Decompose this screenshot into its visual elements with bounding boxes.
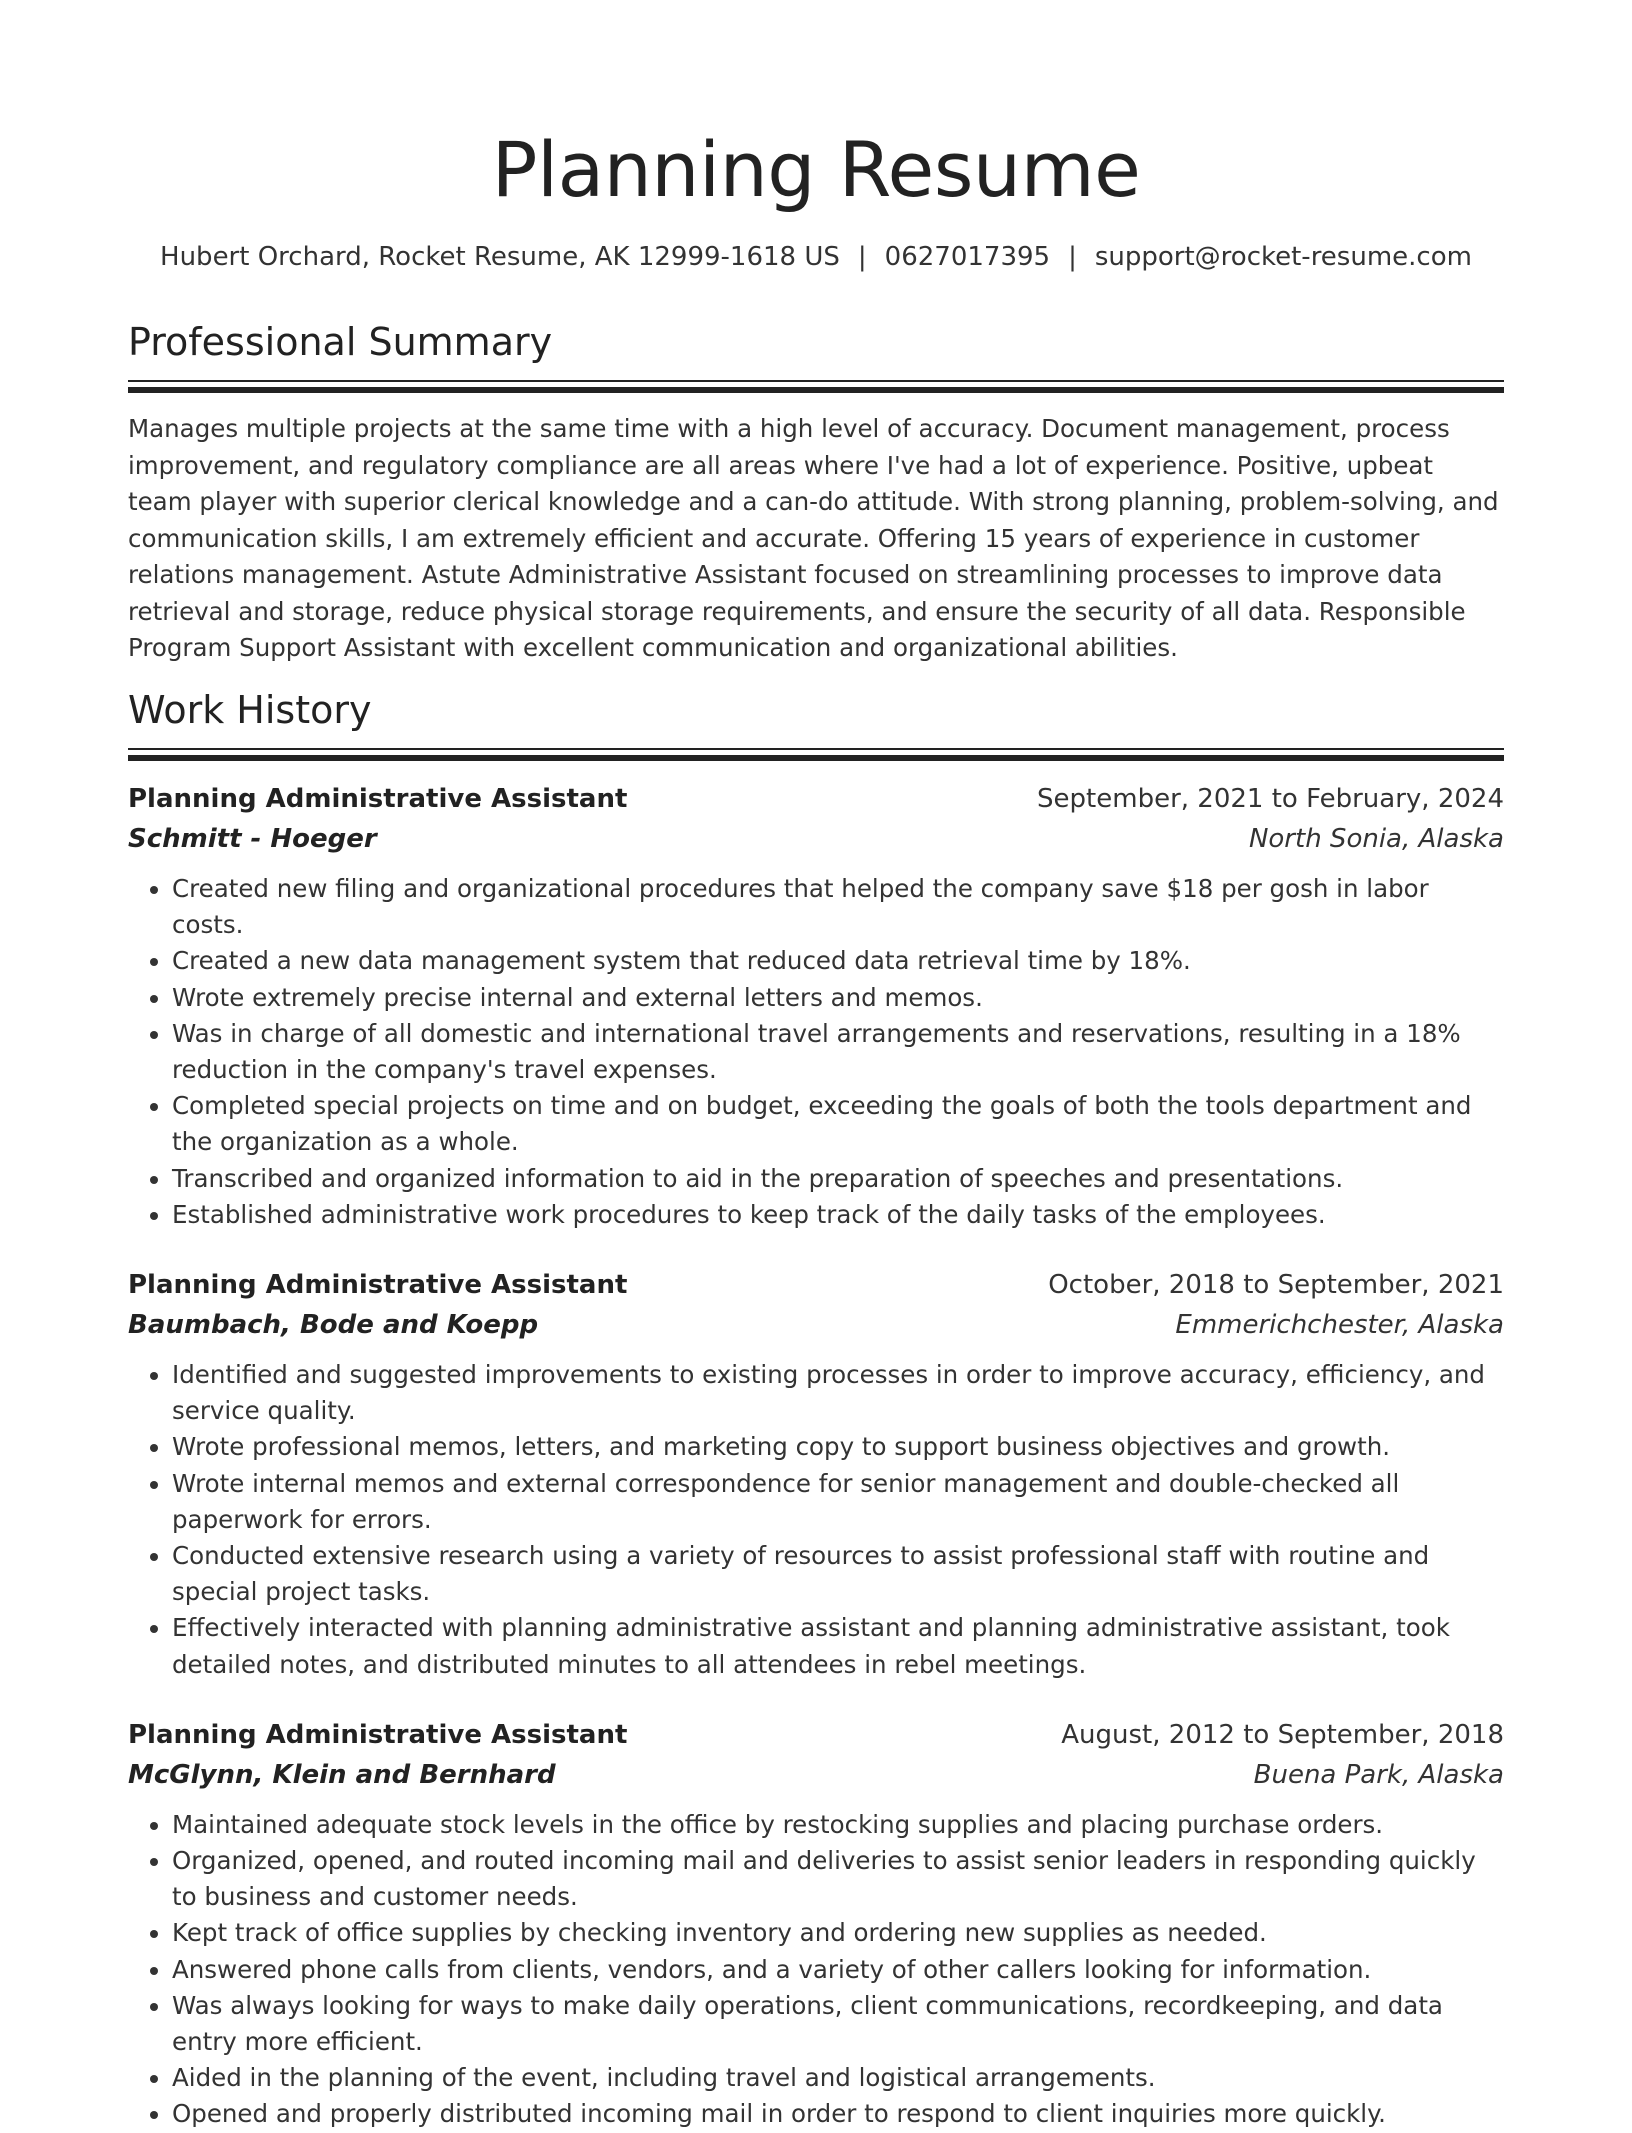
summary-section [128, 318, 1504, 667]
list-item: • Organized, opened, and routed incoming mail and deliveries to assist senior leaders in responding quickly to business and customer needs. [172, 1843, 1504, 1915]
job-entry [128, 1265, 1504, 1683]
contact-separator: | [857, 242, 867, 272]
list-item: • Completed special projects on time and on budget, exceeding the goals of both the tools department and the organization as a whole. [172, 1088, 1504, 1160]
list-item: • Created new filing and organizational procedures that helped the company save $18 per gosh in labor costs. [172, 871, 1504, 943]
job-location: North Sonia, Alaska [1248, 824, 1504, 854]
list-item: • Wrote extremely precise internal and external letters and memos. [172, 980, 1504, 1016]
job-dates: October, 2018 to September, 2021 [1048, 1270, 1504, 1301]
job-title: Planning Administrative Assistant [128, 784, 628, 814]
list-item: • Maintained adequate stock levels in the office by restocking supplies and placing purchase orders. [172, 1807, 1504, 1843]
job-company: Schmitt - Hoeger [128, 824, 377, 854]
work-heading: Work History [128, 688, 372, 732]
list-item: • Effectively interacted with planning administrative assistant and planning administrative assistant, took detailed notes, and distributed minutes to all attendees in rebel meetings. [172, 1610, 1504, 1682]
job-title: Planning Administrative Assistant [128, 1719, 628, 1750]
list-item: • Answered phone calls from clients, vendors, and a variety of other callers looking for information. [172, 1952, 1504, 1988]
job-entry [128, 1715, 1504, 2133]
list-item: • Identified and suggested improvements to existing processes in order to improve accuracy, efficiency, and service quality. [172, 1357, 1504, 1429]
job-header-row [128, 779, 1504, 819]
job-header-row [128, 1715, 1504, 1755]
list-item: • Was always looking for ways to make daily operations, client communications, recordkeeping, and data entry more efficient. [172, 1988, 1504, 2060]
job-bullets [128, 1357, 1504, 1683]
job-location: Emmerichchester, Alaska [1175, 1310, 1504, 1341]
contact-line [128, 240, 1504, 274]
list-item: • Kept track of office supplies by checking inventory and ordering new supplies as needed. [172, 1915, 1504, 1951]
list-item: • Wrote professional memos, letters, and marketing copy to support business objectives and growth. [172, 1429, 1504, 1465]
job-dates: September, 2021 to February, 2024 [1037, 784, 1504, 814]
list-item: • Transcribed and organized information to aid in the preparation of speeches and presentations. [172, 1161, 1504, 1197]
contact-email: support@rocket-resume.com [1094, 242, 1472, 272]
section-divider [128, 748, 1504, 761]
job-company: Baumbach, Bode and Koepp [128, 1310, 539, 1341]
job-company-row [128, 819, 1504, 859]
list-item: • Opened and properly distributed incoming mail in order to respond to client inquiries more quickly. [172, 2096, 1504, 2132]
summary-heading: Professional Summary [128, 320, 553, 364]
job-location: Buena Park, Alaska [1253, 1759, 1504, 1790]
job-company-row [128, 1305, 1504, 1345]
list-item: • Was in charge of all domestic and international travel arrangements and reservations, resulting in a 18% reduction in the company's travel expenses. [172, 1016, 1504, 1088]
job-title: Planning Administrative Assistant [128, 1270, 628, 1301]
section-divider [128, 380, 1504, 393]
list-item: • Conducted extensive research using a variety of resources to assist professional staff with routine and special project tasks. [172, 1538, 1504, 1610]
job-bullets [128, 1807, 1504, 2133]
job-entry [128, 779, 1504, 1233]
job-dates: August, 2012 to September, 2018 [1061, 1719, 1504, 1750]
job-company: McGlynn, Klein and Bernhard [128, 1759, 556, 1790]
job-header-row [128, 1265, 1504, 1305]
list-item: • Aided in the planning of the event, including travel and logistical arrangements. [172, 2060, 1504, 2096]
job-bullets [128, 871, 1504, 1233]
work-section [128, 686, 1504, 2133]
contact-phone: 0627017395 [884, 242, 1051, 272]
summary-text: Manages multiple projects at the same time with a high level of accuracy. Document management, process improvement, and regulatory compliance are all areas where I've had a lot of experience. Positive, upbeat team player with superior clerical knowledge and a can-do attitude. With strong planning, problem-solving, and communication skills, I am extremely efficient and accurate. Offering 15 years of experience in customer relations management. Astute Administrative Assistant focused on streamlining processes to improve data retrieval and storage, reduce physical storage requirements, and ensure the security of all data. Responsible Program Support Assistant with excellent communication and organizational abilities. [128, 414, 1499, 662]
contact-separator: | [1068, 242, 1077, 272]
list-item: • Established administrative work procedures to keep track of the daily tasks of the employees. [172, 1197, 1504, 1233]
list-item: • Wrote internal memos and external correspondence for senior management and double-checked all paperwork for errors. [172, 1466, 1504, 1538]
resume-title: Planning Resume [491, 125, 1141, 214]
list-item: • Created a new data management system that reduced data retrieval time by 18%. [172, 943, 1504, 979]
contact-address: Hubert Orchard, Rocket Resume, AK 12999-1618 US [160, 242, 840, 272]
job-company-row [128, 1755, 1504, 1795]
